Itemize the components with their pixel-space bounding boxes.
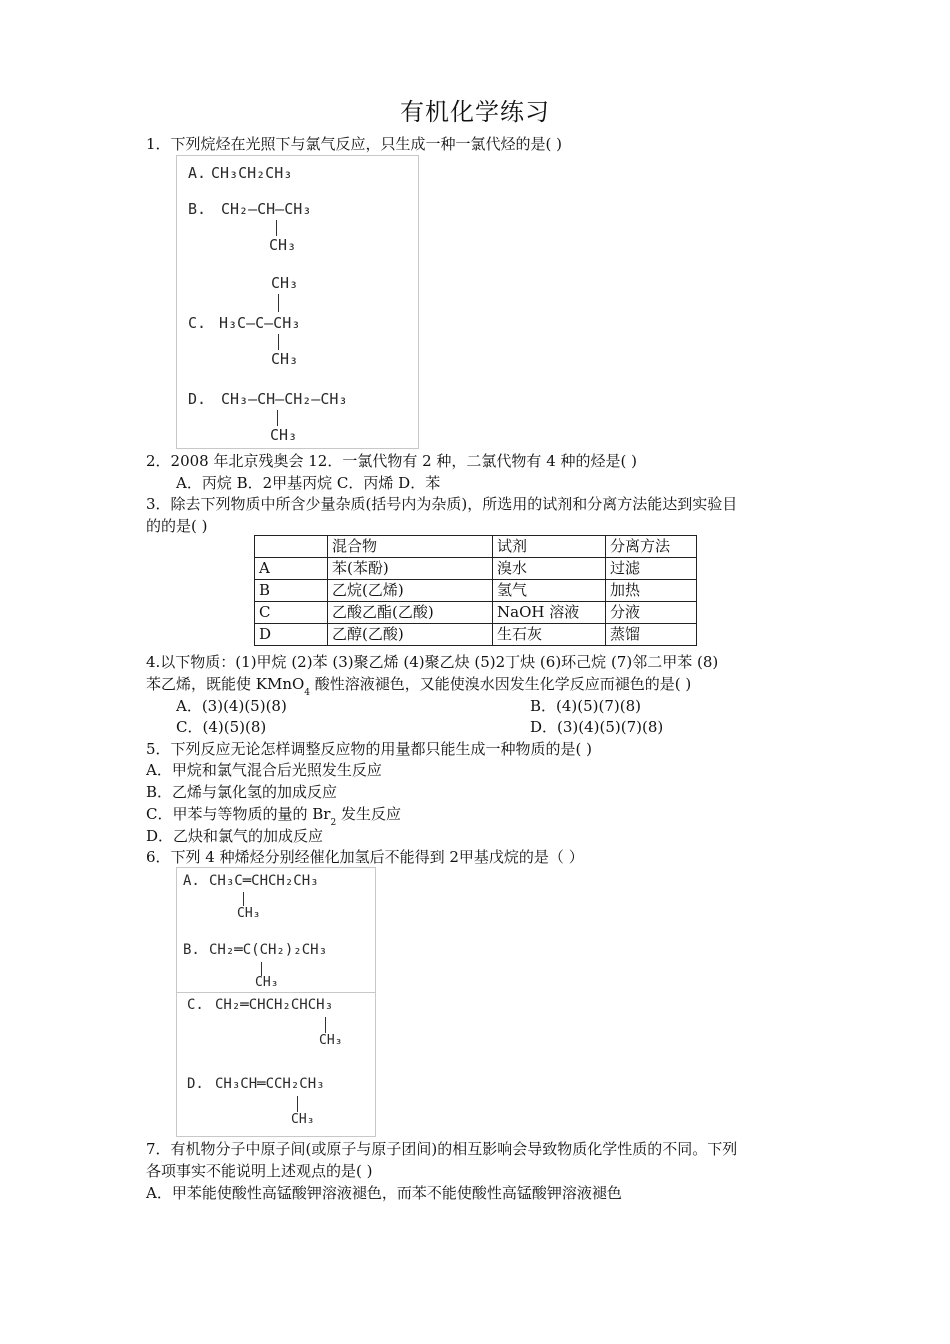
q4-line2-pre: 苯乙烯，既能使 KMnO <box>146 675 305 693</box>
table-cell: 乙酸乙酯(乙酸) <box>328 602 493 624</box>
q4-option-b: B．(4)(5)(7)(8) <box>530 697 642 715</box>
q1-option-d-label: D. <box>188 390 207 408</box>
q6-option-a-label: A. <box>183 873 200 889</box>
table-cell: 蒸馏 <box>606 624 697 646</box>
q1-option-c-bond-bottom <box>278 334 279 350</box>
q6-option-a-bond <box>243 892 244 906</box>
table-cell: 苯(苯酚) <box>328 558 493 580</box>
q4-option-a: A．(3)(4)(5)(8) <box>176 697 287 715</box>
table-header-cell: 试剂 <box>493 536 606 558</box>
q5-option-c-post: 发生反应 <box>336 805 401 823</box>
q1-option-d-formula: CH₃—CH—CH₂—CH₃ <box>221 390 348 408</box>
q7-line2: 各项事实不能说明上述观点的是( ) <box>146 1162 373 1180</box>
q1-option-a-formula: CH₃CH₂CH₃ <box>211 164 293 182</box>
table-cell: 分液 <box>606 602 697 624</box>
q6-stem: 6．下列 4 种烯烃分别经催化加氢后不能得到 2甲基戊烷的是（ ） <box>146 848 584 866</box>
q1-option-c-top: CH₃ <box>271 274 299 292</box>
q5-option-b: B．乙烯与氯化氢的加成反应 <box>146 783 338 801</box>
q1-option-b-branch: CH₃ <box>269 236 297 254</box>
q1-option-d-bond <box>277 410 278 426</box>
q1-figure <box>176 155 419 449</box>
q6-option-b-bond <box>261 962 262 976</box>
q6-option-c-label: C. <box>187 997 204 1013</box>
q6-option-a-formula: CH₃C═CHCH₂CH₃ <box>209 873 319 889</box>
table-header-cell: 混合物 <box>328 536 493 558</box>
q4-option-d: D．(3)(4)(5)(7)(8) <box>530 718 664 736</box>
q3-stem-line1: 3．除去下列物质中所含少量杂质(括号内为杂质)，所选用的试剂和分离方法能达到实验目 <box>146 495 738 513</box>
q5-option-a: A．甲烷和氯气混合后光照发生反应 <box>146 761 382 779</box>
q1-option-b-formula: CH₂—CH—CH₃ <box>221 200 312 218</box>
q7-line1: 7．有机物分子中原子间(或原子与原子团间)的相互影响会导致物质化学性质的不同。下列 <box>146 1140 738 1158</box>
q1-option-b-label: B. <box>188 200 207 218</box>
table-cell: 加热 <box>606 580 697 602</box>
q6-option-a-branch: CH₃ <box>237 906 261 921</box>
q5-option-c-subscript: 2 <box>330 818 337 828</box>
q2-stem: 2．2008 年北京残奥会 12．一氯代物有 2 种，二氯代物有 4 种的烃是( ) <box>146 452 637 470</box>
q1-option-c-bottom: CH₃ <box>271 350 299 368</box>
q6-figure <box>176 867 376 1137</box>
q6-option-d-branch: CH₃ <box>291 1112 315 1127</box>
q4-line2-post: 酸性溶液褪色，又能使溴水因发生化学反应而褪色的是( ) <box>310 675 692 693</box>
table-row <box>255 602 697 624</box>
q6-option-d-bond <box>297 1096 298 1112</box>
q1-option-c-formula: H₃C—C—CH₃ <box>219 314 301 332</box>
table-cell: NaOH 溶液 <box>493 602 606 624</box>
q5-stem: 5．下列反应无论怎样调整反应物的用量都只能生成一种物质的是( ) <box>146 740 593 758</box>
table-cell: C <box>255 602 328 624</box>
table-cell: 生石灰 <box>493 624 606 646</box>
q6-option-c-bond <box>325 1017 326 1033</box>
q7-option-a: A．甲苯能使酸性高锰酸钾溶液褪色，而苯不能使酸性高锰酸钾溶液褪色 <box>146 1184 622 1202</box>
table-header-cell <box>255 536 328 558</box>
q1-stem: 1．下列烷烃在光照下与氯气反应，只生成一种一氯代烃的是( ) <box>146 135 563 153</box>
table-header-row <box>255 536 697 558</box>
q1-option-d-branch: CH₃ <box>270 426 298 444</box>
table-row <box>255 624 697 646</box>
q1-option-c-label: C. <box>188 314 207 332</box>
q4-option-c: C．(4)(5)(8) <box>176 718 267 736</box>
q6-option-b-formula: CH₂═C(CH₂)₂CH₃ <box>209 942 328 958</box>
q1-option-b-bond <box>276 220 277 236</box>
q1-option-a-label: A. <box>188 164 207 182</box>
q3-table <box>254 535 697 646</box>
q6-option-c-formula: CH₂═CHCH₂CHCH₃ <box>215 997 334 1013</box>
table-header-cell: 分离方法 <box>606 536 697 558</box>
q5-option-c <box>146 804 401 827</box>
q5-option-d: D．乙炔和氯气的加成反应 <box>146 827 324 845</box>
q6-option-d-formula: CH₃CH═CCH₂CH₃ <box>215 1076 325 1092</box>
table-row <box>255 558 697 580</box>
q1-option-c-bond-top <box>278 294 279 312</box>
q4-line2-subscript: 4 <box>304 688 311 698</box>
q2-options: A．丙烷 B．2甲基丙烷 C．丙烯 D．苯 <box>176 474 441 492</box>
table-cell: 乙醇(乙酸) <box>328 624 493 646</box>
q6-figure-divider <box>177 992 375 993</box>
table-cell: 乙烷(乙烯) <box>328 580 493 602</box>
q6-option-d-label: D. <box>187 1076 204 1092</box>
q6-option-b-branch: CH₃ <box>255 975 279 990</box>
table-cell: B <box>255 580 328 602</box>
q6-option-c-branch: CH₃ <box>319 1033 343 1048</box>
q3-stem-line2: 的的是( ) <box>146 517 208 535</box>
q4-line1: 4.以下物质：(1)甲烷 (2)苯 (3)聚乙烯 (4)聚乙炔 (5)2丁炔 (6)环己烷 (7)邻二甲苯 (8) <box>146 653 719 671</box>
table-cell: 溴水 <box>493 558 606 580</box>
table-cell: 氢气 <box>493 580 606 602</box>
page-title: 有机化学练习 <box>400 98 550 126</box>
q5-option-c-pre: C．甲苯与等物质的量的 Br <box>146 805 331 823</box>
q4-line2 <box>146 674 691 697</box>
table-cell: 过滤 <box>606 558 697 580</box>
table-cell: A <box>255 558 328 580</box>
table-cell: D <box>255 624 328 646</box>
table-row <box>255 580 697 602</box>
q6-option-b-label: B. <box>183 942 200 958</box>
